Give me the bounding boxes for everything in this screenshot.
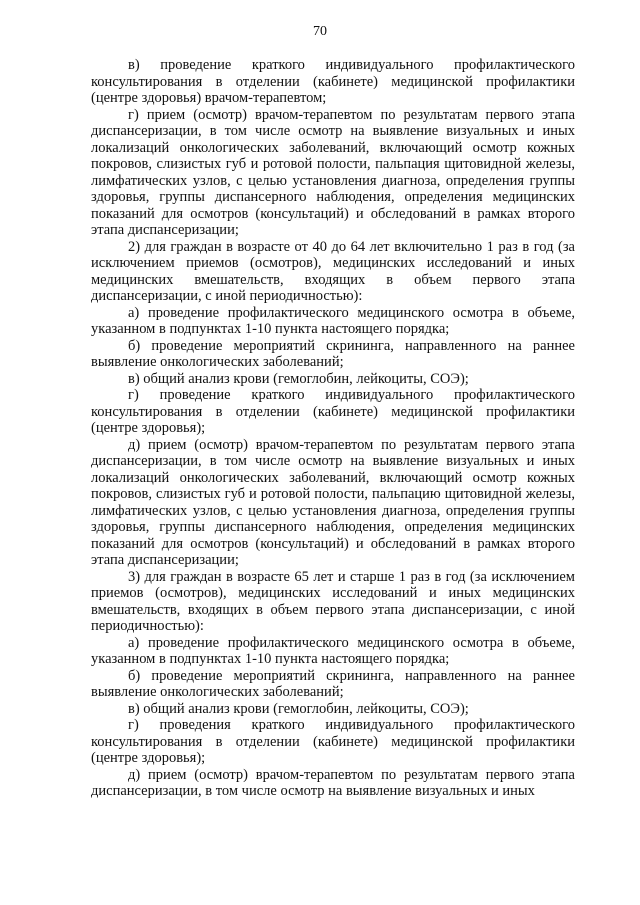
paragraph-3-age-65-plus: 3) для граждан в возрасте 65 лет и старше 1 раз в год (за исключением приемов (осмотров), медицинских исследований и иных медицинских вмешательств, входящих в объем первого этапа диспансеризации, с иной периодичностью): xyxy=(91,568,575,634)
page-number: 70 xyxy=(313,24,327,39)
paragraph-b-screening-2: б) проведение мероприятий скрининга, направленного на раннее выявление онкологических заболеваний; xyxy=(91,667,575,700)
paragraph-d-therapist-exam-2: д) прием (осмотр) врачом-терапевтом по результатам первого этапа диспансеризации, в том числе осмотр на выявление визуальных и иных xyxy=(91,766,575,799)
paragraph-g-consultation-2: г) проведения краткого индивидуального профилактического консультирования в отделении (кабинете) медицинской профилактики (центре здоровья); xyxy=(91,717,575,766)
paragraph-v-blood-test: в) общий анализ крови (гемоглобин, лейкоциты, СОЭ); xyxy=(128,370,469,387)
paragraph-g-therapist-exam: г) прием (осмотр) врачом-терапевтом по результатам первого этапа диспансеризации, в том числе осмотр на выявление визуальных и иных локализаций онкологических заболеваний, включающий осмотр кожных покровов, слизистых губ и ротовой полости, пальпация щитовидной железы, лимфатических узлов, с целью установления диагноза, определения группы здоровья, группы диспансерного наблюдения, определения медицинских показаний для осмотров (консультаций) и обследований в рамках второго этапа диспансеризации; xyxy=(91,106,575,238)
paragraph-d-therapist-exam: д) прием (осмотр) врачом-терапевтом по результатам первого этапа диспансеризации, в том числе осмотр на выявление визуальных и иных локализаций онкологических заболеваний, включающий осмотр кожных покровов, слизистых губ и ротовой полости, пальпацию щитовидной железы, лимфатических узлов, с целью установления диагноза, определения группы здоровья, группы диспансерного наблюдения, определения медицинских показаний для осмотров (консультаций) и обследований в рамках второго этапа диспансеризации; xyxy=(91,436,575,568)
paragraph-v-consultation: в) проведение краткого индивидуального профилактического консультирования в отделении (кабинете) медицинской профилактики (центре здоровья) врачом-терапевтом; xyxy=(91,57,575,106)
paragraph-g-consultation: г) проведение краткого индивидуального профилактического консультирования в отделении (кабинете) медицинской профилактики (центре здоровья); xyxy=(91,387,575,436)
paragraph-2-age-40-64: 2) для граждан в возрасте от 40 до 64 лет включительно 1 раз в год (за исключением приемов (осмотров), медицинских исследований и иных медицинских вмешательств, входящих в объем первого этапа диспансеризации, с иной периодичностью): xyxy=(91,238,575,304)
paragraph-b-screening: б) проведение мероприятий скрининга, направленного на раннее выявление онкологических заболеваний; xyxy=(91,337,575,370)
paragraph-a-preventive-exam-2: а) проведение профилактического медицинского осмотра в объеме, указанном в подпунктах 1-10 пункта настоящего порядка; xyxy=(91,634,575,667)
paragraph-a-preventive-exam: а) проведение профилактического медицинского осмотра в объеме, указанном в подпунктах 1-10 пункта настоящего порядка; xyxy=(91,304,575,337)
document-body xyxy=(91,57,575,800)
paragraph-v-blood-test-2: в) общий анализ крови (гемоглобин, лейкоциты, СОЭ); xyxy=(128,700,469,717)
